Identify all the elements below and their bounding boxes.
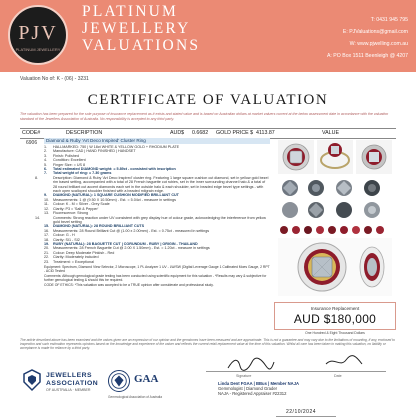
row-number: 4. (44, 158, 48, 163)
col-gold-price: GOLD PRICE $ (216, 130, 254, 136)
ring-photo-front (278, 140, 314, 174)
diamond-stone-8 (364, 202, 380, 218)
row-text: Colour: K - M = Silver - Grey Scale (53, 202, 110, 207)
brand-name (82, 3, 272, 54)
col-aud: AUD$ (170, 130, 185, 136)
row-number: 2. (44, 149, 48, 154)
row-number: 22. (44, 255, 50, 260)
row-number: 23. (44, 259, 50, 264)
item-description (35, 138, 270, 298)
appraised-amount-words: One Hundred & Eight Thousand Dollars (305, 331, 365, 335)
code-of-ethics-note: CODE OF ETHICS: *This valuation was accepted to be a TRUE opinion after considerate and professional study. (44, 282, 214, 287)
row-number: 3. (44, 153, 48, 158)
row-number: 8. (35, 175, 39, 180)
col-aud-value: 0.6682 (192, 130, 209, 136)
comments-note: Comments: Although gemological grade testing has been conducted using scientific equipment for this valuation - *Results may vary & subjective for further gemological testing & should this be required. (44, 273, 267, 282)
row-text: Total weight of ring: = 7.30 grams (53, 171, 112, 176)
ja-emblem-icon (20, 368, 44, 392)
ja-subtext: OF AUSTRALIA · MEMBER (46, 388, 91, 392)
row-text: RUBY (NATURAL): 28 BAGUETTE CUT | CORUNDUM - RUBY | ORIGIN - THAILAND (53, 241, 198, 246)
row-number: 1. (44, 145, 48, 149)
gem-photos (274, 138, 396, 298)
diamond-stone-5 (282, 202, 298, 218)
valuation-date: 22/10/2024 (286, 409, 317, 415)
intro-text: The valuation has been prepared for the sole purpose of insurance replacement as it exists and stated value and is based on Australian dollars at market valuers current at the below assessment date in accordance with the valuation standard of the Jewellers Association of Australia. No responsibility is accepted to any third party. (20, 112, 389, 121)
row-number: 15. (44, 224, 50, 229)
page-title: CERTIFICATE OF VALUATION (87, 92, 329, 108)
row-text: Colour: Deep Moderate Pinkish - Red (53, 250, 115, 255)
row-text: DIAMOND (NATURAL): 28 ROUND BRILLIANT CUTS (53, 224, 145, 229)
ruby-row (280, 226, 384, 234)
row-number: 14. (35, 215, 41, 220)
row-number: 13. (44, 211, 50, 216)
row-text: Finish: Polished (53, 153, 80, 158)
signer-name: Linda Dent FGAA | BBus | Member NAJA (218, 381, 300, 386)
row-text: Condition: Excellent (53, 158, 86, 163)
diamond-stone-4 (364, 180, 380, 196)
row-text: Treatment: = Exceptional (53, 259, 94, 264)
diamond-stone-2 (308, 180, 324, 196)
row-text: Clarity: SI1 - SI2 (53, 237, 80, 242)
row-number: 20. (44, 246, 50, 251)
row-text: Description: Diamond & Ruby 'Art Deco Inspired' cluster ring. Featuring 1 large square cushion cut diamond, set in yellow gold bezel rim based setting, accompanied with a total of 28 French baguette cut rubies, set in the inner surrounding channel halo & a total of 28 round brilliant cut accent diamonds each set in the outside halo & each shoulder, set in beaded edge bezel type settings - with each open scalloped shoulder finished with a beaded milgrain edge. (53, 175, 269, 194)
col-code: CODE# (22, 130, 41, 136)
row-text: HALLMARKED: 750 | W 18ct WHITE & YELLOW GOLD + RHODIUM PLATE (53, 145, 180, 149)
row-number: 18. (44, 237, 50, 242)
brand-line-1: PLATINUM (82, 3, 178, 20)
item-title: Diamond & Ruby 'Art Deco Inspired' Cluster Ring (44, 138, 270, 144)
diamond-stone-1 (282, 180, 298, 196)
jewellers-association-logo (20, 368, 99, 398)
gaa-subtext: Gemmological Association of Australia (108, 395, 163, 399)
row-text: Measurements: 28 French Baguette Cut @ 2.00 X 1.50mm) - Est. = 1.20ct - measure in settings (53, 246, 210, 251)
col-description: DESCRIPTION (66, 130, 103, 136)
logo-monogram: PJV (18, 22, 58, 44)
row-text: Clarity: Moderately included (53, 255, 99, 260)
signer-details (218, 381, 398, 396)
row-number: 19. (44, 241, 50, 246)
appraised-label: Insurance Replacement (310, 306, 360, 311)
row-text: Clarity: P3 = 'Salt & Pepper' (53, 206, 99, 211)
row-text: Finger Size: = US 8 (53, 162, 86, 167)
gaa-name: GAA (134, 373, 159, 385)
row-text: Fluorescence: Strong (53, 211, 89, 216)
email-link[interactable]: E: PJValuations@gmail.com (342, 29, 408, 35)
disclaimer-text: The article described above has been examined and the values given are an expression of our opinion and the gemstones have been measured and are approximate. This is not a guarantee and may vary due to the limitations of mounting, if any, enclosed to inspection and such estimation represents opinions based on the knowledge and experience of the valuer and reflects the current retail replacement value at the time of this valuation. Whilst all care has been taken in making this valuation, no liability or acceptance is made for reliance by a third party. (20, 338, 395, 350)
equipment-note: Equipment: Spectrum, Diamond View Selector, 2 Microscope, 1 PL Analyzer 1 UV - LW/SW (Digital Leverage Gauge 1 Calibrated Moes Gauge, 2 RPT - ACID Tested (44, 264, 270, 273)
description-row (44, 260, 270, 264)
signer-registration: NAJA - Registered Appraiser #22312 (218, 391, 287, 396)
row-text: Measurements: 1 @ (9.50 X 10.50mm) - Est. = 5.04ct - measure in settings (53, 197, 176, 202)
row-text: DIAMOND (NATURAL): 1 SQUARE CUSHION MODIFIED BRILLIANT CUT (53, 193, 179, 198)
phone-text: T: 0431 945 795 (370, 17, 408, 23)
date-scrawl-icon (324, 354, 364, 370)
row-number: 5. (44, 162, 48, 167)
col-value: VALUE (322, 130, 339, 136)
header-banner (0, 0, 416, 72)
ja-line-1: JEWELLERS (46, 372, 93, 379)
signature-line (206, 371, 386, 372)
ja-name (46, 372, 98, 387)
ring-photo-top (356, 140, 392, 174)
signer-role: Gemmologist | Diamond Grader (218, 386, 278, 391)
valuation-number: Valuation No of: K - (06) - 3231 (20, 76, 89, 82)
row-number: 12. (44, 206, 50, 211)
ring-photo-side (317, 140, 353, 174)
ja-line-2: ASSOCIATION (46, 379, 99, 387)
description-row (35, 215, 270, 225)
row-number: 21. (44, 250, 50, 255)
row-number: 7. (44, 171, 48, 176)
gaa-emblem-icon (108, 370, 130, 392)
row-number: 16. (44, 228, 50, 233)
address-text: A: PO Box 1511 Beenleigh @ 4207 (326, 53, 408, 59)
contact-block (272, 14, 408, 62)
website-link[interactable]: W: www.pjwelling.com.au (349, 41, 408, 47)
row-text: Measurements: 28 Round Brilliant Cut @ (1.00 x 2.00mm) - Est. = 0.75ct - measured in settings (53, 228, 210, 233)
date-label: Date (334, 374, 342, 378)
item-code: 6906 (26, 140, 38, 146)
row-number: 10. (44, 197, 50, 202)
row-number: 9. (44, 193, 48, 198)
signature-scrawl-icon (226, 356, 276, 372)
row-text: Manufacture: CAD | HAND FINISHED | HANDSET (53, 149, 136, 154)
appraised-amount: AUD $180,000 (293, 312, 377, 326)
row-text: Colour: G - H (53, 233, 75, 238)
row-number: 6. (44, 167, 48, 172)
diamond-stone-6 (308, 202, 324, 218)
signature-label: Signature (236, 374, 252, 378)
logo-subtext: PLATINUM JEWELLERY (15, 47, 61, 52)
row-number: 11. (44, 202, 49, 207)
gaa-logo (108, 368, 188, 398)
company-logo (8, 5, 68, 65)
appraised-value-box (274, 302, 396, 330)
col-gold-value: 4113.87 (256, 130, 275, 136)
ring-close-up (278, 238, 392, 296)
row-text: Total estimated DIAMOND weight: = 5.89ct - consisted with inscription (53, 167, 176, 172)
table-body (20, 138, 396, 298)
description-row (35, 175, 270, 194)
description-rows (35, 145, 270, 264)
brand-line-3: VALUATIONS (82, 37, 201, 54)
brand-line-2: JEWELLERY (82, 20, 191, 37)
row-text: Comments: Strong reaction under UV consistent with grey display hue of colour grade, acknowledging the interference from yellow gold bezel setting (53, 215, 266, 224)
row-number: 17. (44, 233, 50, 238)
diamond-stone-3 (336, 180, 352, 196)
diamond-stone-7 (336, 202, 352, 218)
